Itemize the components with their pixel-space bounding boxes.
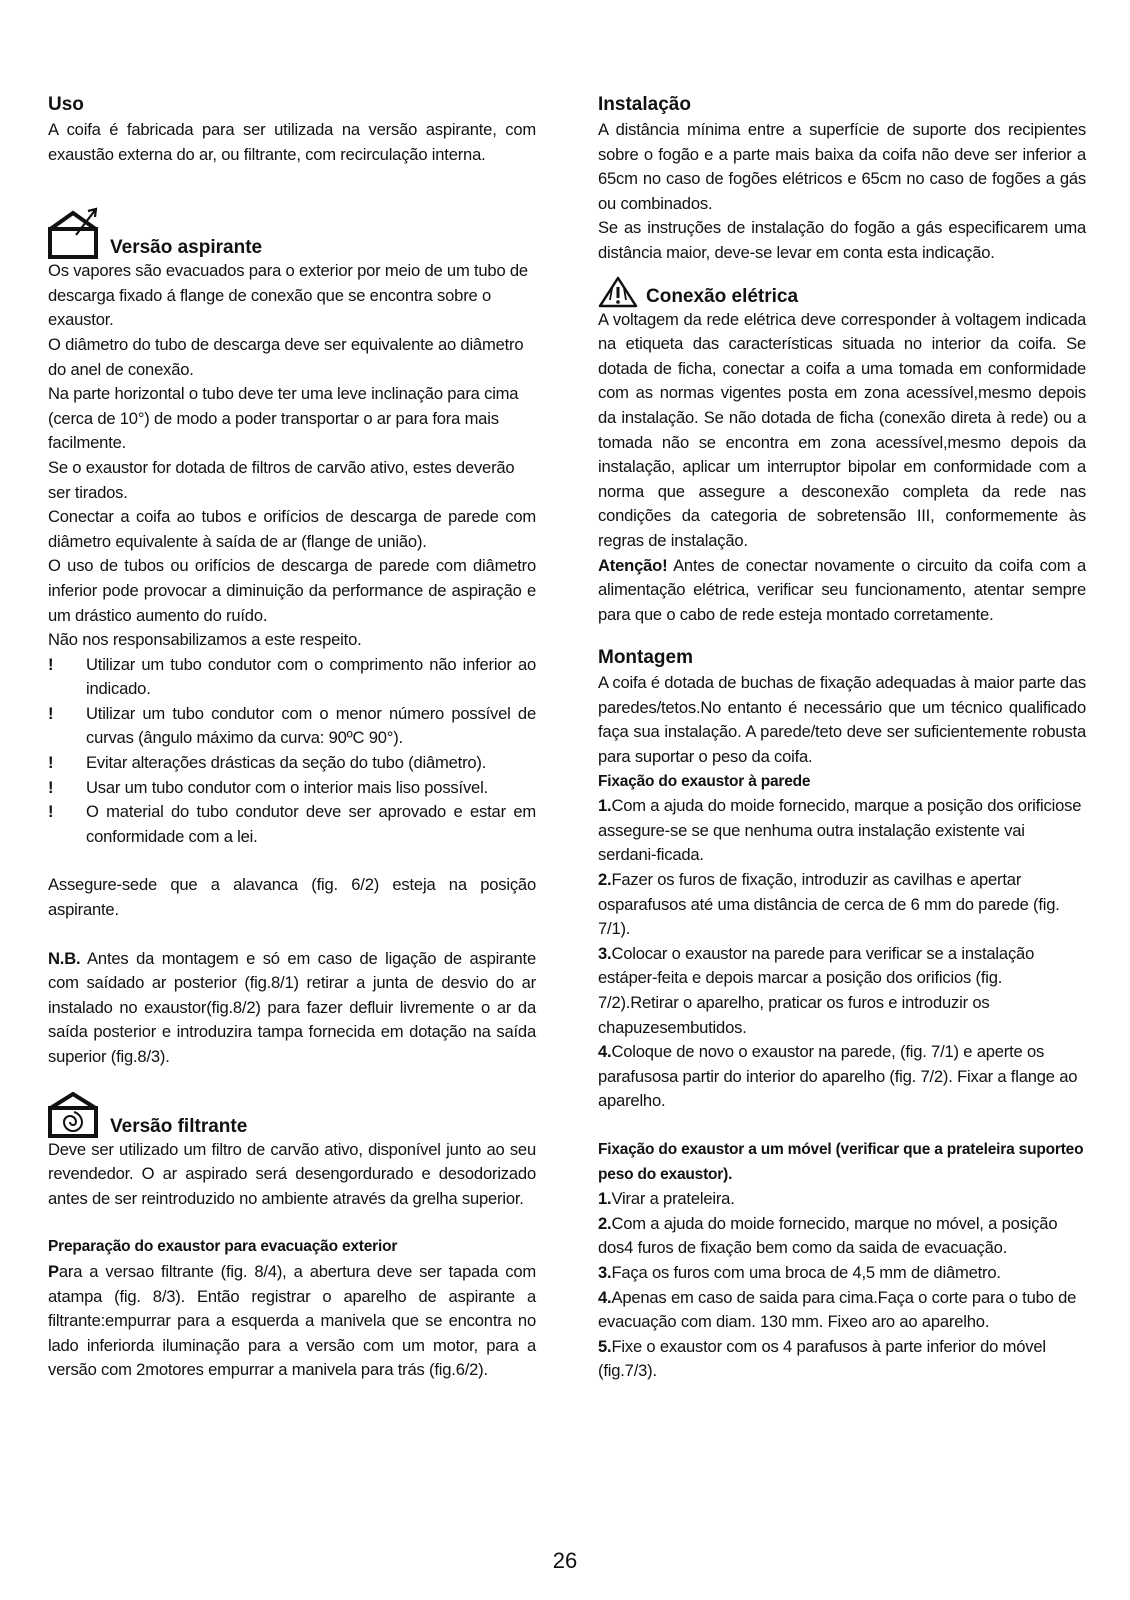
page-number: 26: [552, 1548, 578, 1573]
bullet-text: O material do tubo condutor deve ser aprovado e estar em conformidade com a lei.: [86, 802, 536, 846]
filtrante-text: Deve ser utilizado um filtro de carvão ativo, disponível junto ao seu revendedor. O ar aspirado será desengordurado e desodorizado antes de ser reintroduzido no ambiente através da grelha superior.: [48, 1139, 536, 1208]
step-text: Virar a prateleira.: [611, 1189, 735, 1209]
movel-step: [598, 1286, 1086, 1335]
instalacao-paragraph: Se as instruções de instalação do fogão a gás especificarem uma distância maior, deve-se levar em conta esta indicação.: [598, 218, 1086, 262]
step-text: Fixe o exaustor com os 4 parafusos à parte inferior do móvel (fig.7/3).: [598, 1336, 1046, 1381]
lever-note: Assegure-sede que a alavanca (fig. 6/2) esteja na posição aspirante.: [48, 875, 536, 920]
aspirante-paragraph: Se o exaustor for dotada de filtros de carvão ativo, estes deverão ser tirados.: [48, 457, 515, 502]
bullet-text: Evitar alterações drásticas da seção do tubo (diâmetro).: [86, 753, 487, 773]
bullet-marker: !: [48, 753, 54, 773]
conexao-text: A voltagem da rede elétrica deve corresponder à voltagem indicada na etiqueta das características situada no interior da coifa. Se dotada de ficha, conectar a coifa a uma tomada em conformidade com as normas vigentes posta em zona acessível,mesmo depois da instalação. Se não dotada de ficha (conexão direta à rede) ou a tomada não se encontra em zona acessível,mesmo depois da instalação, aplicar um interruptor bipolar em conformidade com a norma que assegure a desconexão completa da rede nas condições da categoria de sobretensão III, conformemente às regras de instalação.: [598, 309, 1086, 550]
atencao-note: [598, 554, 1086, 628]
bullet-text: Utilizar um tubo condutor com o menor número possível de curvas (ângulo máximo da curva: 90ºC 90°).: [86, 703, 536, 748]
versao-aspirante-heading: Versão aspirante: [110, 237, 263, 259]
parede-heading: Fixação do exaustor à parede: [598, 772, 811, 790]
movel-step: [598, 1187, 1086, 1212]
left-column: [48, 92, 536, 1383]
versao-filtrante-header: [48, 1092, 536, 1138]
step-text: Colocar o exaustor na parede para verificar se a instalação estáper-feita e depois marcar a posição dos orificios (fig. 7/2).Retirar o aparelho, praticar os furos e introduzir os chapuzesembutidos.: [598, 943, 1035, 1037]
uso-heading: Uso: [48, 94, 84, 115]
montagem-heading: Montagem: [598, 647, 693, 669]
movel-step: [598, 1335, 1086, 1384]
bullet-text: Utilizar um tubo condutor com o comprimento não inferior ao indicado.: [86, 654, 536, 699]
movel-heading: Fixação do exaustor a um móvel (verificar que a prateleira suporteo peso do exaustor).: [598, 1140, 1084, 1183]
bullet-item: [48, 702, 536, 751]
versao-filtrante-heading: Versão filtrante: [110, 1115, 248, 1137]
preparacao-lead: P: [48, 1261, 59, 1281]
aspirante-paragraph: Não nos responsabilizamos a este respeito.: [48, 630, 362, 650]
parede-step: [598, 868, 1086, 942]
parede-step: [598, 794, 1086, 868]
instalacao-paragraph: A distância mínima entre a superfície de suporte dos recipientes sobre o fogão e a parte mais baixa da coifa não deve ser inferior a 65cm no caso de fogões elétricos e 65cm no caso de fogões a gás ou combinados.: [598, 120, 1086, 213]
atencao-text: Antes de conectar novamente o circuito da coifa com a alimentação elétrica, verificar seu funcionamento, atentar sempre para que o cabo de rede esteja montado corretamente.: [598, 555, 1086, 624]
parede-step: [598, 1040, 1086, 1114]
aspirante-paragraph: Os vapores são evacuados para o exterior por meio de um tubo de descarga fixado á flange de conexão que se encontra sobre o exaustor.: [48, 261, 528, 330]
bullet-item: [48, 776, 536, 801]
conexao-heading: Conexão elétrica: [646, 285, 799, 307]
step-number: 2.: [598, 1213, 612, 1233]
movel-step: [598, 1261, 1086, 1286]
bullet-item: [48, 751, 536, 776]
step-number: 4.: [598, 1287, 612, 1307]
step-number: 2.: [598, 870, 612, 890]
bullet-marker: !: [48, 802, 54, 822]
preparacao-body: ara a versao filtrante (fig. 8/4), a abertura deve ser tapada com atampa (fig. 8/3). Então registrar o aparelho de aspirante a filtrante:empurrar para a esquerda a manivela que se encontra no lado inferiorda iluminação para a versão com um motor, para a versão com 2motores empurrar a manivela para trás (fig.6/2).: [48, 1261, 536, 1380]
conexao-header: [598, 276, 1086, 308]
aspirante-paragraph: Conectar a coifa ao tubos e orifícios de descarga de parede com diâmetro equivalente à saída de ar (flange de união).: [48, 507, 536, 551]
step-text: Coloque de novo o exaustor na parede, (fig. 7/1) e aperte os parafusosa partir do interior do aparelho (fig. 7/2). Fixar a flange ao aparelho.: [598, 1042, 1078, 1111]
step-number: 4.: [598, 1042, 612, 1062]
montagem-text: A coifa é dotada de buchas de fixação adequadas à maior parte das paredes/tetos.No entanto é necessário que um técnico qualificado faça sua instalação. A parede/teto deve ser suficientemente robusta para suportar o peso da coifa.: [598, 673, 1086, 767]
parede-step: [598, 942, 1086, 1040]
ducted-house-icon: [48, 207, 102, 259]
bullet-text: Usar um tubo condutor com o interior mais liso possível.: [86, 777, 488, 797]
nb-label: N.B.: [48, 948, 81, 968]
right-column: [598, 92, 1086, 1384]
step-number: 3.: [598, 1262, 612, 1282]
bullet-marker: !: [48, 703, 54, 723]
step-text: Faça os furos com uma broca de 4,5 mm de diâmetro.: [611, 1262, 1001, 1282]
atencao-label: Atenção!: [598, 555, 668, 575]
step-text: Com a ajuda do moide fornecido, marque a posição dos orificiose assegure-se se que nenhuma outra instalação existente vai serdani-ficada.: [598, 796, 1082, 865]
aspirante-paragraph: O uso de tubos ou orifícios de descarga de parede com diâmetro inferior pode provocar a diminuição da performance de aspiração e um drástico aumento do ruído.: [48, 556, 536, 625]
instalacao-heading: Instalação: [598, 94, 691, 115]
aspirante-paragraph: O diâmetro do tubo de descarga deve ser equivalente ao diâmetro do anel de conexão.: [48, 334, 524, 379]
step-text: Com a ajuda do moide fornecido, marque no móvel, a posição dos4 furos de fixação bem como da saida de evacuação.: [598, 1213, 1058, 1258]
preparacao-text: [48, 1260, 536, 1383]
versao-aspirante-header: [48, 207, 536, 259]
warning-icon: [598, 276, 638, 308]
bullet-marker: !: [48, 777, 54, 797]
nb-note: [48, 947, 536, 1070]
bullet-marker: !: [48, 654, 54, 674]
step-number: 1.: [598, 1189, 612, 1209]
movel-step: [598, 1212, 1086, 1261]
step-text: Fazer os furos de fixação, introduzir as cavilhas e apertar osparafusos até uma distância de cerca de 6 mm do parede (fig. 7/1).: [598, 870, 1060, 939]
aspirante-paragraph: Na parte horizontal o tubo deve ter uma leve inclinação para cima (cerca de 10°) de modo a poder transportar o ar para fora mais facilmente.: [48, 384, 519, 453]
nb-text: Antes da montagem e só em caso de ligação de aspirante com saídado ar posterior (fig.8/1) retirar a junta de desvio do ar instalado no exaustor(fig.8/2) para fazer defluir livremente o ar da saída posterior e introduzira tampa fornecida em dotação na saída superior (fig.8/3).: [48, 948, 536, 1066]
recirculation-house-icon: [48, 1092, 102, 1138]
step-number: 5.: [598, 1336, 612, 1356]
step-text: Apenas em caso de saida para cima.Faça o corte para o tubo de evacuação com diam. 130 mm. Fixeo aro ao aparelho.: [598, 1287, 1077, 1332]
step-number: 1.: [598, 796, 612, 816]
uso-text: A coifa é fabricada para ser utilizada na versão aspirante, com exaustão externa do ar, ou filtrante, com recirculação interna.: [48, 120, 536, 164]
bullet-item: [48, 800, 536, 849]
preparacao-heading: Preparação do exaustor para evacuação exterior: [48, 1238, 398, 1256]
bullet-item: [48, 653, 536, 702]
step-number: 3.: [598, 943, 612, 963]
